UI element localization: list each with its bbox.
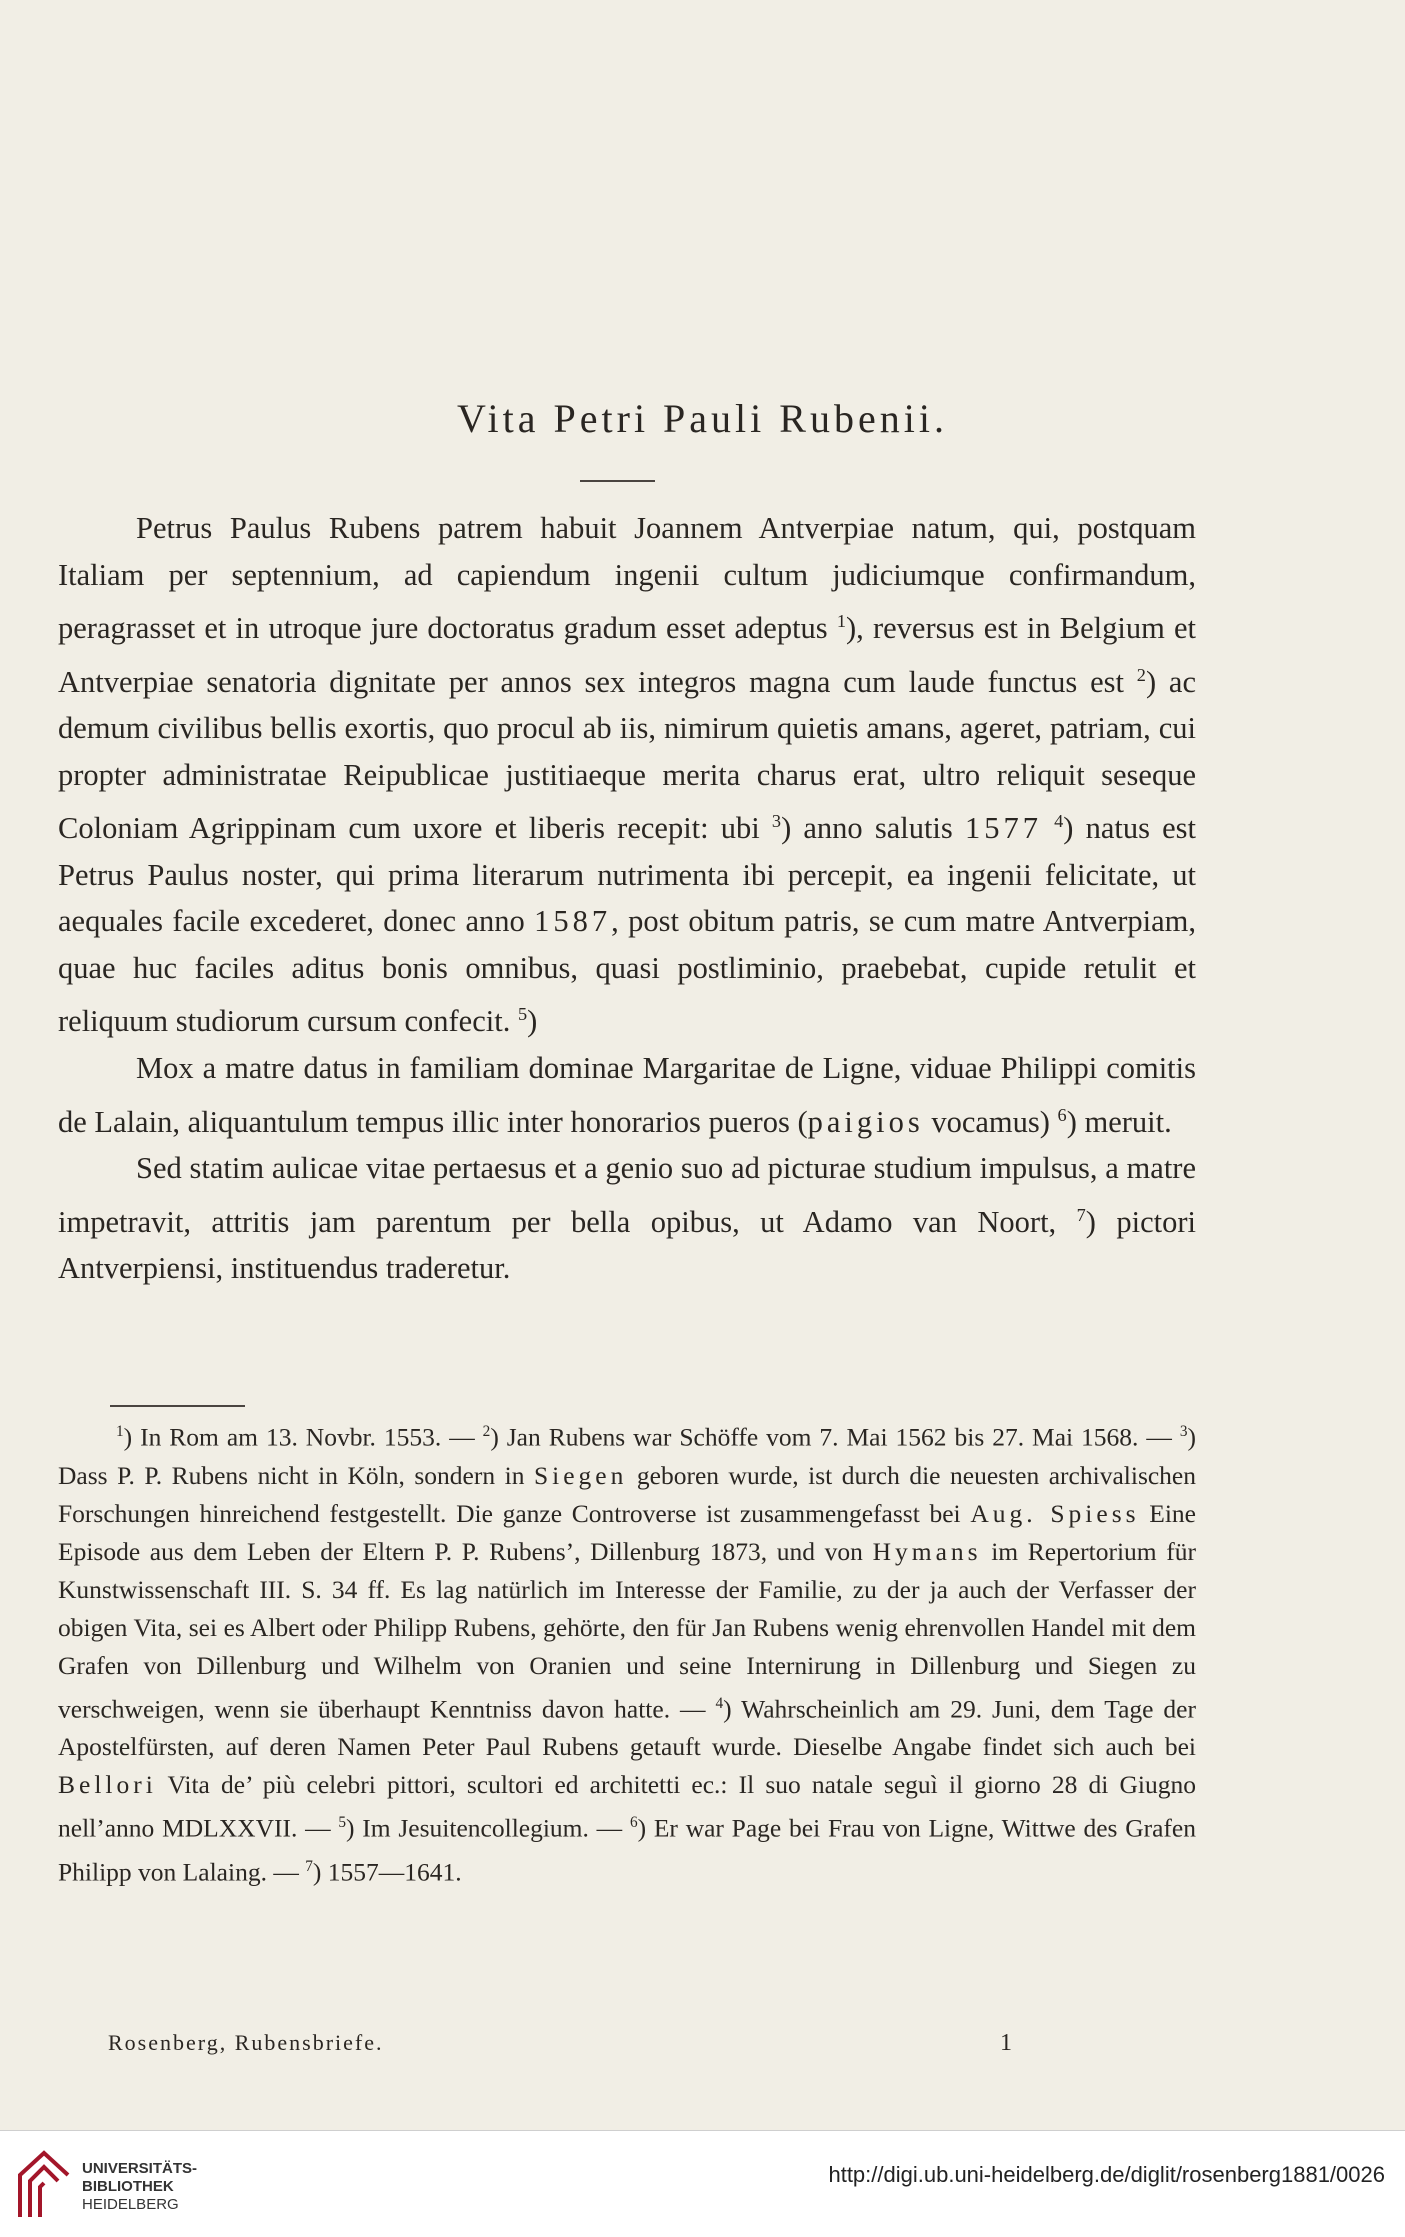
text-run: ) Wahrscheinlich am 29. Juni, dem Tage der Apostelfürsten, auf deren Namen Peter Paul Rubens getauft wurde. Dieselbe Angabe findet sich auch bei xyxy=(58,1694,1196,1761)
footnotes xyxy=(58,1413,1196,1891)
footnote-marker: 1 xyxy=(836,611,846,631)
text-run: ) Er war Page bei Frau von Ligne, Wittwe des Grafen Philipp von Lalaing. — xyxy=(58,1813,1196,1886)
spaced-text: paigios xyxy=(807,1104,924,1139)
library-line-1: UNIVERSITÄTS- xyxy=(82,2160,198,2177)
library-logo-icon xyxy=(14,2147,74,2221)
footnote-marker: 2 xyxy=(1136,664,1146,685)
text-run: ) 1557—1641. xyxy=(312,1857,462,1886)
title-divider xyxy=(580,480,655,482)
footnote-marker: 5 xyxy=(517,1004,528,1025)
text-run: Mox a matre datus in familiam dominae Margaritae de Ligne, viduae Philippi comitis de Lalain, aliquantulum tempus illic inter honorarios pueros ( xyxy=(58,1051,1196,1139)
library-line-2: BIBLIOTHEK xyxy=(82,2178,174,2195)
library-line-3: HEIDELBERG xyxy=(82,2196,179,2213)
page-title: Vita Petri Pauli Rubenii. xyxy=(457,396,948,441)
footnote-marker: 3 xyxy=(1179,1423,1188,1440)
spaced-text: Bellori xyxy=(58,1770,157,1799)
text-run: ) xyxy=(527,1004,538,1039)
footnote-marker: 4 xyxy=(1054,811,1064,832)
library-name xyxy=(82,2160,197,2214)
text-run: ) Im Jesuitencollegium. — xyxy=(346,1813,630,1843)
text-run: ) Dass P. P. Rubens nicht in Köln, sondern in xyxy=(58,1422,1197,1490)
spaced-text: 1587 xyxy=(534,904,612,939)
footnote-marker: 5 xyxy=(338,1814,347,1831)
footnote-marker: 7 xyxy=(305,1857,313,1875)
main-text xyxy=(58,505,1196,1292)
text-run: Petrus Paulus Rubens patrem habuit Joannem Antverpiae natum, qui, postquam Italiam per septennium, ad capiendum ingenii cultum judiciumque confirmandum, peragrasset et in utroque jure doctoratus gradum esset adeptus xyxy=(58,511,1196,646)
spaced-text: Hymans xyxy=(872,1536,982,1566)
page-number: 1 xyxy=(1000,2030,1012,2056)
text-run: vocamus) xyxy=(923,1104,1058,1139)
spaced-text: Aug. Spiess xyxy=(970,1498,1140,1528)
footnote-marker: 2 xyxy=(482,1423,491,1440)
text-run: ) In Rom am 13. Novbr. 1553. — xyxy=(123,1422,483,1452)
footnote-divider xyxy=(110,1405,245,1407)
text-run: ) anno salutis xyxy=(781,811,965,846)
text-run: Eine Episode aus dem Leben der Eltern P. P. Rubens’, Dillenburg 1873, und von xyxy=(58,1498,1196,1566)
footnote-marker: 6 xyxy=(1057,1104,1067,1125)
paragraph-1 xyxy=(58,505,1196,1045)
footnote-marker: 7 xyxy=(1076,1204,1086,1225)
text-run: ) natus est Petrus Paulus noster, qui prima literarum nutrimenta ibi percepit, ea ingenii felicitate, ut aequales facile excederet, donec anno xyxy=(58,811,1196,939)
text-run: im Repertorium für Kunstwissenschaft III. S. 34 ff. Es lag natürlich im Interesse der Familie, zu der ja auch der Verfasser der obigen Vita, sei es Albert oder Philipp Rubens, gehörte, den für Jan Rubens wenig ehrenvollen Handel mit dem Grafen von Dillenburg und Wilhelm von Oranien und seine Internirung in Dillenburg und Siegen zu verschweigen, wenn sie überhaupt Kenntniss davon hatte. — xyxy=(58,1536,1196,1723)
text-run: Sed statim aulicae vitae pertaesus et a genio suo ad picturae studium impulsus, a matre impetravit, attritis jam parentum per bella opibus, ut Adamo van Noort, xyxy=(58,1151,1196,1239)
spaced-text: 1577 xyxy=(964,811,1042,846)
footnote-marker: 4 xyxy=(715,1694,724,1712)
spaced-text: Siegen xyxy=(533,1460,628,1490)
footnotes-text xyxy=(58,1413,1196,1891)
text-run xyxy=(1042,811,1054,845)
footnote-marker: 1 xyxy=(116,1423,124,1440)
text-run: ), reversus est in Belgium et Antverpiae senatoria dignitate per annos sex integros magna cum laude functus est xyxy=(58,611,1197,699)
footnote-marker: 3 xyxy=(771,811,782,832)
text-run: ) Jan Rubens war Schöffe vom 7. Mai 1562 bis 27. Mai 1568. — xyxy=(490,1422,1180,1452)
text-run: , post obitum patris, se cum matre Antverpiam, quae huc faciles aditus bonis omnibus, quasi postliminio, praebebat, cupide retulit et reliquum studiorum cursum confecit. xyxy=(58,904,1197,1039)
paragraph-3 xyxy=(58,1145,1196,1292)
running-footer: Rosenberg, Rubensbriefe. xyxy=(108,2030,384,2055)
text-run: Vita de’ più celebri pittori, scultori ed architetti ec.: Il suo natale seguì il giorno 28 di Giugno nell’anno MDLXXVII. — xyxy=(58,1770,1196,1843)
text-run: geboren wurde, ist durch die neuesten archivalischen Forschungen hinreichend festgestellt. Die ganze Controverse ist zusammengefasst bei xyxy=(58,1460,1196,1528)
source-url[interactable]: http://digi.ub.uni-heidelberg.de/diglit/rosenberg1881/0026 xyxy=(828,2162,1385,2187)
text-run: ) pictori Antverpiensi, instituendus traderetur. xyxy=(58,1204,1197,1286)
paragraph-2 xyxy=(58,1045,1196,1145)
text-run: ) ac demum civilibus bellis exortis, quo procul ab iis, nimirum quietis amans, ageret, patriam, cui propter administratae Reipublicae justitiaeque merita charus erat, ultro reliquit seseque Coloniam Agrippinam cum uxore et liberis recepit: ubi xyxy=(58,664,1196,846)
text-run: ) meruit. xyxy=(1066,1104,1172,1139)
footnote-marker: 6 xyxy=(629,1814,638,1831)
